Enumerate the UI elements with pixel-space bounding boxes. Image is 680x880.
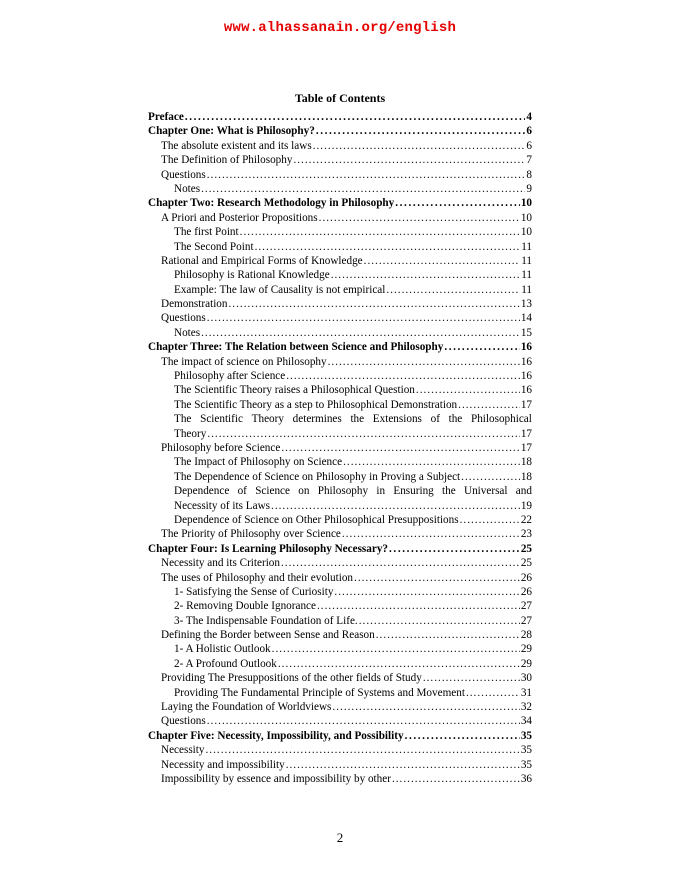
toc-section-entry[interactable]	[148, 527, 532, 541]
toc-entry-page: 31	[520, 686, 532, 699]
toc-entry-word: Philosophy	[317, 485, 369, 498]
dot-leader	[229, 297, 520, 311]
toc-entry-title: Philosophy is Rational Knowledge	[174, 269, 330, 282]
toc-title: Table of Contents	[294, 91, 386, 105]
dot-leader	[331, 268, 521, 282]
toc-section-entry[interactable]	[148, 772, 532, 786]
dot-leader	[364, 254, 521, 268]
toc-entry-title: The Scientific Theory as a step to Philosophical Demonstration	[174, 398, 458, 411]
toc-entry-title: The Impact of Philosophy on Science	[174, 456, 343, 469]
toc-entry-title: 1- Satisfying the Sense of Curiosity	[174, 585, 334, 598]
dot-leader	[416, 383, 520, 397]
toc-entry-title: Notes	[174, 182, 201, 195]
toc-entry-page: 34	[520, 715, 532, 728]
dot-leader	[281, 556, 520, 570]
toc-chapter-entry[interactable]	[148, 729, 532, 743]
toc-section-entry[interactable]	[148, 499, 532, 513]
page-number: 2	[336, 830, 344, 845]
toc-chapter-entry[interactable]	[148, 124, 532, 138]
dot-leader	[255, 240, 521, 254]
toc-section-entry[interactable]	[148, 355, 532, 369]
toc-entry-title: 1- A Holistic Outlook	[174, 643, 271, 656]
toc-entry-page: 17	[520, 398, 532, 411]
toc-chapter-entry[interactable]	[148, 340, 532, 354]
toc-entry-title: Chapter Three: The Relation between Science and Philosophy	[148, 341, 444, 354]
toc-entry-page: 30	[520, 672, 532, 685]
dot-leader	[328, 355, 520, 369]
toc-entry-page: 35	[520, 744, 532, 757]
toc-section-entry[interactable]	[148, 369, 532, 383]
toc-section-entry[interactable]	[148, 326, 532, 340]
toc-section-entry[interactable]	[148, 254, 532, 268]
toc-entry-word: on	[298, 485, 310, 498]
toc-entry-page: 15	[520, 326, 532, 339]
dot-leader	[207, 427, 520, 441]
dot-leader	[342, 527, 520, 541]
toc-entry-title: Necessity and its Criterion	[161, 557, 280, 570]
toc-chapter-entry[interactable]	[148, 542, 532, 556]
toc-entry-page: 16	[520, 370, 532, 383]
toc-entry-word: of	[237, 485, 247, 498]
toc-entry-title: The Priority of Philosophy over Science	[161, 528, 341, 541]
toc-entry-page: 25	[520, 557, 532, 570]
toc-entry-title: Necessity and impossibility	[161, 758, 285, 771]
toc-section-entry[interactable]	[148, 657, 532, 671]
toc-entry-page: 19	[520, 499, 532, 512]
dot-leader	[293, 153, 525, 167]
toc-entry-title: Providing The Fundamental Principle of Systems and Movement	[174, 686, 465, 699]
toc-entry-page: 6	[526, 139, 532, 152]
toc-entry-page: 27	[520, 600, 532, 613]
toc-section-entry[interactable]	[148, 513, 532, 527]
toc-entry-title: Example: The law of Causality is not empirical	[174, 283, 386, 296]
toc-entry-title: The impact of science on Philosophy	[161, 355, 327, 368]
toc-section-entry[interactable]	[148, 700, 532, 714]
toc-section-entry[interactable]	[148, 614, 532, 628]
toc-entry-title: Necessity of its Laws	[174, 499, 271, 512]
toc-entry-page: 11	[521, 240, 532, 253]
dot-leader	[281, 441, 520, 455]
toc-entry-page: 8	[526, 168, 532, 181]
toc-entry-page: 17	[520, 441, 532, 454]
dot-leader	[317, 599, 520, 613]
toc-entry-title: 2- Removing Double Ignorance	[174, 600, 316, 613]
toc-entry-word: in	[376, 485, 386, 498]
dot-leader	[395, 196, 520, 210]
dot-leader	[286, 758, 520, 772]
toc-entry-title: The Dependence of Science on Philosophy in Proving a Subject	[174, 470, 461, 483]
toc-entry-page: 28	[520, 629, 532, 642]
toc-section-entry[interactable]	[148, 182, 532, 196]
toc-section-entry[interactable]	[148, 743, 532, 757]
toc-entry-page: 4	[526, 111, 532, 123]
toc-entry-page: 10	[520, 197, 532, 210]
toc-entry-page: 23	[520, 528, 532, 541]
dot-leader	[334, 585, 519, 599]
dot-leader	[206, 743, 520, 757]
toc-entry-title: Rational and Empirical Forms of Knowledge	[161, 254, 363, 267]
toc-section-entry[interactable]	[148, 585, 532, 599]
toc-entry-title: Providing The Presuppositions of the other fields of Study	[161, 672, 422, 685]
toc-entry-page: 35	[520, 758, 532, 771]
toc-entry-title: Philosophy after Science	[174, 370, 286, 383]
toc-entry-word: the	[350, 413, 365, 426]
toc-section-entry[interactable]	[148, 211, 532, 225]
toc-entry-title: The Scientific Theory raises a Philosophical Question	[174, 384, 415, 397]
dot-leader	[201, 326, 520, 340]
toc-section-entry[interactable]	[148, 240, 532, 254]
dot-leader	[392, 772, 520, 786]
toc-entry-title: The Second Point	[174, 240, 254, 253]
toc-entry-wrapped-line[interactable]	[148, 484, 532, 498]
toc-entry-title: Questions	[161, 168, 206, 181]
toc-entry-title: Chapter Two: Research Methodology in Philosophy	[148, 197, 395, 210]
toc-chapter-entry[interactable]	[148, 196, 532, 210]
toc-section-entry[interactable]	[148, 455, 532, 469]
toc-entry-word: Theory	[251, 413, 284, 426]
toc-entry-word: Philosophical	[470, 413, 532, 426]
dot-leader	[423, 671, 520, 685]
toc-section-entry[interactable]	[148, 268, 532, 282]
dot-leader	[354, 571, 520, 585]
toc-entry-page: 18	[520, 456, 532, 469]
toc-section-entry[interactable]	[148, 441, 532, 455]
toc-entry-wrapped-line[interactable]	[148, 412, 532, 426]
toc-entry-title: The absolute existent and its laws	[161, 139, 312, 152]
toc-entry-page: 17	[520, 427, 532, 440]
toc-entry-title: Demonstration	[161, 298, 228, 311]
dot-leader	[201, 182, 525, 196]
toc-entry-page: 18	[520, 470, 532, 483]
toc-entry-page: 32	[520, 701, 532, 714]
toc-entry-word: Extensions	[372, 413, 422, 426]
toc-entry-page: 11	[521, 269, 532, 282]
toc-entry-page: 10	[520, 226, 532, 239]
toc-entry-page: 11	[521, 254, 532, 267]
dot-leader	[185, 110, 526, 124]
toc-entry-word: Science	[255, 485, 290, 498]
toc-section-entry[interactable]	[148, 599, 532, 613]
toc-entry-page: 25	[520, 542, 532, 555]
toc-section-entry[interactable]	[148, 642, 532, 656]
toc-entry-title: Preface	[148, 111, 184, 123]
toc-entry-page: 16	[520, 355, 532, 368]
toc-entry-word: Scientific	[200, 413, 243, 426]
toc-entry-title: Defining the Border between Sense and Reason	[161, 629, 375, 642]
toc-entry-word: and	[515, 485, 532, 498]
toc-entry-title: 2- A Profound Outlook	[174, 657, 277, 670]
toc-entry-word: Ensuring	[393, 485, 434, 498]
toc-section-entry[interactable]	[148, 427, 532, 441]
toc-entry-page: 13	[520, 298, 532, 311]
toc-entry-title: The Definition of Philosophy	[161, 154, 293, 167]
toc-section-entry[interactable]	[148, 153, 532, 167]
toc-section-entry[interactable]	[148, 168, 532, 182]
dot-leader	[376, 628, 520, 642]
toc-entry-title: A Priori and Posterior Propositions	[161, 211, 318, 224]
dot-leader	[466, 686, 520, 700]
toc-entry-word: Universal	[464, 485, 508, 498]
toc-entry-word: the	[442, 485, 456, 498]
toc-entry-page: 36	[520, 772, 532, 785]
toc-entry-page: 26	[520, 571, 532, 584]
dot-leader	[405, 729, 520, 743]
toc-entry-title: Questions	[161, 715, 206, 728]
dot-leader	[316, 124, 526, 138]
toc-entry-page: 35	[520, 729, 532, 742]
dot-leader	[240, 225, 520, 239]
toc-entry-page: 6	[526, 125, 532, 138]
toc-section-entry[interactable]	[148, 758, 532, 772]
toc-section-entry[interactable]	[148, 297, 532, 311]
toc-entry-title: Chapter Four: Is Learning Philosophy Necessary?	[148, 542, 389, 555]
dot-leader	[389, 542, 520, 556]
toc-entry-title: Impossibility by essence and impossibility by other	[161, 772, 391, 785]
table-of-contents	[148, 110, 532, 786]
dot-leader	[458, 398, 520, 412]
toc-section-entry[interactable]	[148, 283, 532, 297]
dot-leader	[272, 642, 520, 656]
toc-entry-word: of	[430, 413, 440, 426]
toc-section-entry[interactable]	[148, 556, 532, 570]
toc-entry-page: 26	[520, 585, 532, 598]
toc-entry-page: 29	[520, 643, 532, 656]
dot-leader	[386, 283, 520, 297]
toc-section-entry[interactable]	[148, 311, 532, 325]
dot-leader	[461, 470, 520, 484]
toc-chapter-entry[interactable]	[148, 110, 532, 124]
toc-section-entry[interactable]	[148, 225, 532, 239]
toc-entry-page: 27	[520, 614, 532, 627]
toc-entry-title: The uses of Philosophy and their evolution	[161, 571, 354, 584]
dot-leader	[319, 211, 520, 225]
dot-leader	[271, 499, 520, 513]
toc-entry-title: Philosophy before Science	[161, 441, 281, 454]
dot-leader	[444, 340, 519, 354]
dot-leader	[332, 700, 519, 714]
toc-entry-title: Theory	[174, 427, 207, 440]
dot-leader	[313, 139, 526, 153]
toc-entry-page: 10	[520, 211, 532, 224]
toc-entry-title: 3- The Indispensable Foundation of Life.	[174, 614, 358, 627]
dot-leader	[286, 369, 520, 383]
toc-entry-title: Notes	[174, 326, 201, 339]
toc-entry-title: Necessity	[161, 744, 205, 757]
toc-section-entry[interactable]	[148, 398, 532, 412]
toc-entry-page: 22	[520, 513, 532, 526]
toc-entry-word: the	[448, 413, 463, 426]
toc-entry-title: The first Point	[174, 226, 239, 239]
dot-leader	[278, 657, 520, 671]
toc-entry-word: determines	[292, 413, 342, 426]
toc-entry-title: Chapter Five: Necessity, Impossibility, and Possibility	[148, 729, 404, 742]
dot-leader	[343, 455, 520, 469]
toc-entry-page: 16	[520, 384, 532, 397]
toc-entry-title: Questions	[161, 312, 206, 325]
dot-leader	[460, 513, 520, 527]
toc-section-entry[interactable]	[148, 571, 532, 585]
toc-section-entry[interactable]	[148, 671, 532, 685]
toc-entry-page: 9	[526, 182, 532, 195]
dot-leader	[207, 168, 526, 182]
toc-section-entry[interactable]	[148, 714, 532, 728]
toc-entry-page: 11	[521, 283, 532, 296]
toc-section-entry[interactable]	[148, 139, 532, 153]
dot-leader	[359, 614, 520, 628]
toc-section-entry[interactable]	[148, 470, 532, 484]
toc-entry-page: 16	[520, 341, 532, 354]
toc-entry-title: Laying the Foundation of Worldviews	[161, 701, 332, 714]
dot-leader	[207, 311, 520, 325]
toc-entry-title: Dependence of Science on Other Philosophical Presuppositions	[174, 513, 459, 526]
dot-leader	[207, 714, 520, 728]
site-url-header[interactable]: www.alhassanain.org/english	[223, 20, 457, 36]
toc-entry-word: The	[174, 413, 192, 426]
toc-section-entry[interactable]	[148, 383, 532, 397]
toc-entry-page: 29	[520, 657, 532, 670]
toc-entry-title: Chapter One: What is Philosophy?	[148, 125, 315, 138]
toc-section-entry[interactable]	[148, 686, 532, 700]
toc-entry-page: 14	[520, 312, 532, 325]
toc-entry-page: 7	[526, 154, 532, 167]
toc-section-entry[interactable]	[148, 628, 532, 642]
toc-entry-word: Dependence	[174, 485, 230, 498]
